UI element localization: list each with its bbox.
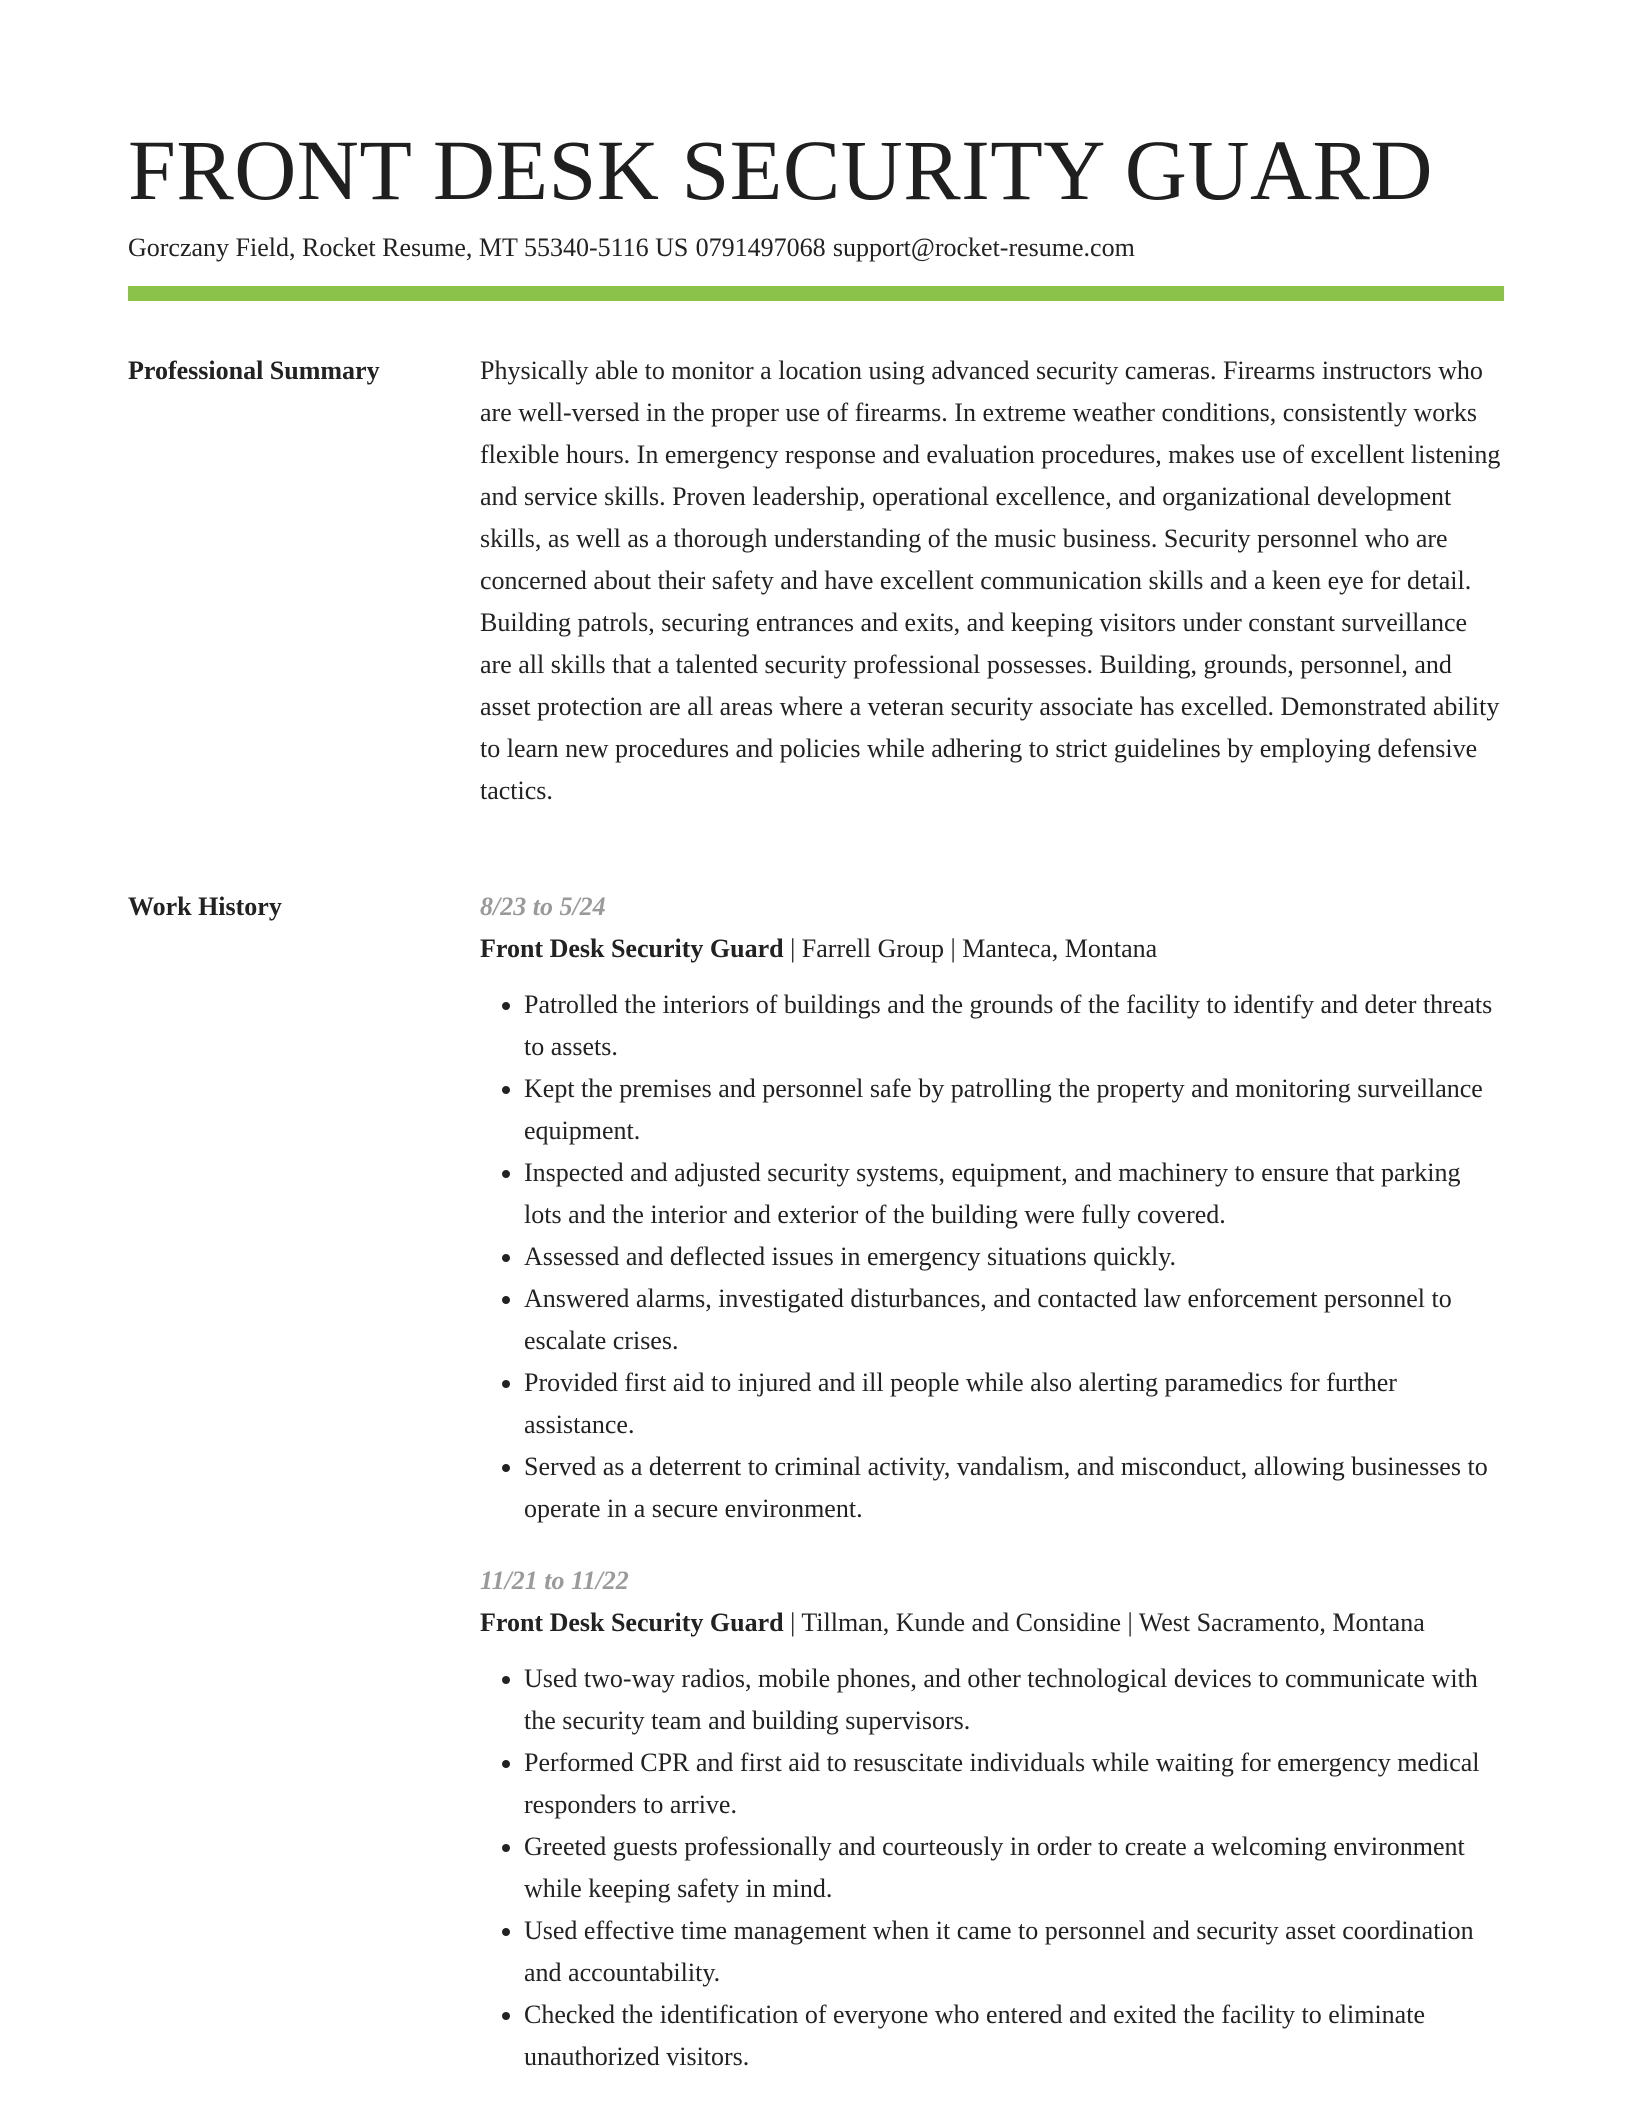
job-bullet: • Patrolled the interiors of buildings and the grounds of the facility to identify and deter threats to assets. (524, 984, 1504, 1068)
contact-address: Gorczany Field, Rocket Resume, MT 55340-5116 US (128, 233, 689, 262)
summary-label: Professional Summary (128, 356, 380, 385)
job-entry (480, 1560, 1504, 2078)
job-bullet: • Inspected and adjusted security systems, equipment, and machinery to ensure that parking lots and the interior and exterior of the building were fully covered. (524, 1152, 1504, 1236)
job-title: Front Desk Security Guard (480, 934, 784, 963)
job-heading (480, 1602, 1504, 1644)
job-bullet: • Greeted guests professionally and courteously in order to create a welcoming environment while keeping safety in mind. (524, 1826, 1504, 1910)
job-details: | Farrell Group | Manteca, Montana (783, 934, 1158, 963)
summary-text: Physically able to monitor a location using advanced security cameras. Firearms instructors who are well-versed in the proper use of firearms. In extreme weather conditions, consistently works flexible hours. In emergency response and evaluation procedures, makes use of excellent listening and service skills. Proven leadership, operational excellence, and organizational development skills, as well as a thorough understanding of the music business. Security personnel who are concerned about their safety and have excellent communication skills and a keen eye for detail. Building patrols, securing entrances and exits, and keeping visitors under constant surveillance are all skills that a talented security professional possesses. Building, grounds, personnel, and asset protection are all areas where a veteran security associate has excelled. Demonstrated ability to learn new procedures and policies while adhering to strict guidelines by employing defensive tactics. (480, 356, 1501, 805)
header-divider (128, 286, 1504, 301)
contact-email: support@rocket-resume.com (832, 233, 1135, 262)
job-details: | Tillman, Kunde and Considine | West Sacramento, Montana (783, 1608, 1425, 1637)
job-bullet: • Served as a deterrent to criminal activity, vandalism, and misconduct, allowing businesses to operate in a secure environment. (524, 1446, 1504, 1530)
job-bullet: • Checked the identification of everyone who entered and exited the facility to eliminate unauthorized visitors. (524, 1994, 1504, 2078)
job-bullet: • Used two-way radios, mobile phones, and other technological devices to communicate with the security team and building supervisors. (524, 1658, 1504, 1742)
job-dates: 11/21 to 11/22 (480, 1566, 629, 1595)
job-bullets (480, 984, 1504, 1530)
job-entry (480, 886, 1504, 1530)
summary-body (480, 350, 1504, 812)
job-bullets (480, 1658, 1504, 2078)
work-history-label: Work History (128, 892, 282, 921)
job-dates: 8/23 to 5/24 (480, 892, 606, 921)
job-bullet: • Provided first aid to injured and ill people while also alerting paramedics for further assistance. (524, 1362, 1504, 1446)
job-bullet: • Used effective time management when it came to personnel and security asset coordination and accountability. (524, 1910, 1504, 1994)
job-heading (480, 928, 1504, 970)
job-bullet: • Kept the premises and personnel safe by patrolling the property and monitoring surveillance equipment. (524, 1068, 1504, 1152)
job-bullet: • Performed CPR and first aid to resuscitate individuals while waiting for emergency medical responders to arrive. (524, 1742, 1504, 1826)
resume-title: FRONT DESK SECURITY GUARD (128, 122, 1434, 218)
work-history-body (480, 886, 1504, 2108)
contact-phone: 0791497068 (695, 233, 826, 262)
contact-line (128, 230, 1135, 266)
job-title: Front Desk Security Guard (480, 1608, 784, 1637)
job-bullet: • Answered alarms, investigated disturbances, and contacted law enforcement personnel to escalate crises. (524, 1278, 1504, 1362)
job-bullet: • Assessed and deflected issues in emergency situations quickly. (524, 1236, 1504, 1278)
